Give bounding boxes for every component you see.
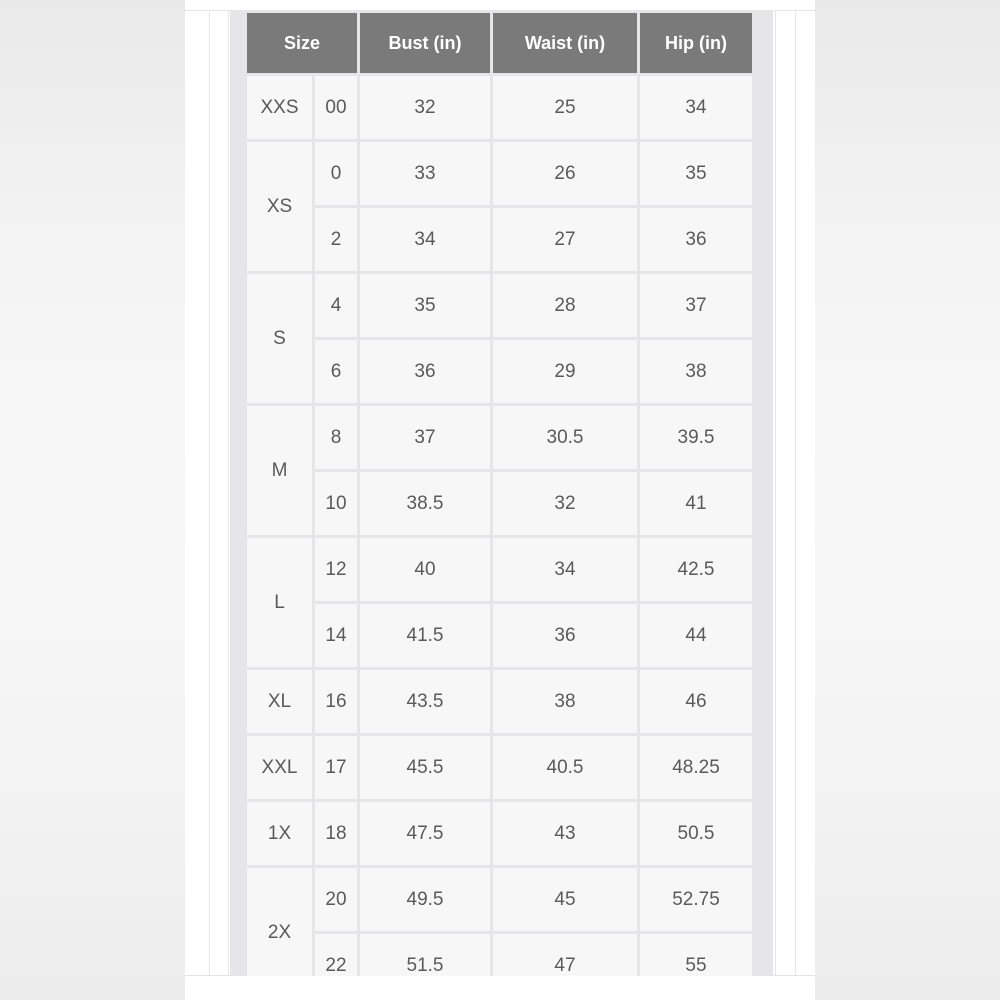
table-row	[247, 538, 752, 601]
size-label-cell: XXS	[247, 76, 312, 139]
numeric-size-cell: 00	[315, 76, 357, 139]
left-rule	[209, 10, 210, 975]
header-row	[247, 13, 752, 73]
waist-cell: 40.5	[493, 736, 637, 799]
table-row	[247, 406, 752, 469]
hip-cell: 50.5	[640, 802, 752, 865]
bust-cell: 33	[360, 142, 490, 205]
hip-cell: 42.5	[640, 538, 752, 601]
size-label-cell: L	[247, 538, 312, 667]
hip-cell: 34	[640, 76, 752, 139]
size-label-cell: M	[247, 406, 312, 535]
hip-cell: 41	[640, 472, 752, 535]
waist-cell: 43	[493, 802, 637, 865]
size-label-cell: XL	[247, 670, 312, 733]
table-row	[247, 76, 752, 139]
waist-cell: 38	[493, 670, 637, 733]
waist-cell: 34	[493, 538, 637, 601]
hip-cell: 38	[640, 340, 752, 403]
bust-cell: 32	[360, 76, 490, 139]
bust-cell: 45.5	[360, 736, 490, 799]
table-row	[247, 472, 752, 535]
hip-cell: 36	[640, 208, 752, 271]
hip-cell: 35	[640, 142, 752, 205]
size-label-cell: 2X	[247, 868, 312, 976]
numeric-size-cell: 10	[315, 472, 357, 535]
hip-cell: 55	[640, 934, 752, 976]
waist-cell: 25	[493, 76, 637, 139]
left-rule-inner	[228, 10, 229, 975]
table-row	[247, 274, 752, 337]
table-row	[247, 934, 752, 976]
numeric-size-cell: 22	[315, 934, 357, 976]
size-chart-table	[244, 10, 755, 976]
waist-cell: 26	[493, 142, 637, 205]
right-rule-inner	[775, 10, 776, 975]
table-row	[247, 604, 752, 667]
table-row	[247, 142, 752, 205]
waist-cell: 45	[493, 868, 637, 931]
bust-cell: 43.5	[360, 670, 490, 733]
hip-cell: 37	[640, 274, 752, 337]
numeric-size-cell: 14	[315, 604, 357, 667]
bust-cell: 34	[360, 208, 490, 271]
left-background	[0, 0, 185, 1000]
numeric-size-cell: 8	[315, 406, 357, 469]
numeric-size-cell: 17	[315, 736, 357, 799]
numeric-size-cell: 20	[315, 868, 357, 931]
bust-cell: 38.5	[360, 472, 490, 535]
size-label-cell: 1X	[247, 802, 312, 865]
waist-column-header: Waist (in)	[493, 13, 637, 73]
numeric-size-cell: 0	[315, 142, 357, 205]
numeric-size-cell: 18	[315, 802, 357, 865]
size-chart-panel	[230, 10, 773, 976]
hip-cell: 39.5	[640, 406, 752, 469]
table-row	[247, 670, 752, 733]
bust-column-header: Bust (in)	[360, 13, 490, 73]
bust-cell: 49.5	[360, 868, 490, 931]
table-row	[247, 736, 752, 799]
numeric-size-cell: 12	[315, 538, 357, 601]
right-rule	[795, 10, 796, 975]
bust-cell: 51.5	[360, 934, 490, 976]
right-background	[815, 0, 1000, 1000]
hip-column-header: Hip (in)	[640, 13, 752, 73]
bust-cell: 37	[360, 406, 490, 469]
numeric-size-cell: 16	[315, 670, 357, 733]
hip-cell: 52.75	[640, 868, 752, 931]
numeric-size-cell: 4	[315, 274, 357, 337]
waist-cell: 29	[493, 340, 637, 403]
size-label-cell: XXL	[247, 736, 312, 799]
bust-cell: 35	[360, 274, 490, 337]
numeric-size-cell: 6	[315, 340, 357, 403]
size-column-header: Size	[247, 13, 357, 73]
waist-cell: 28	[493, 274, 637, 337]
size-label-cell: XS	[247, 142, 312, 271]
waist-cell: 47	[493, 934, 637, 976]
table-row	[247, 340, 752, 403]
hip-cell: 44	[640, 604, 752, 667]
waist-cell: 36	[493, 604, 637, 667]
size-label-cell: S	[247, 274, 312, 403]
bust-cell: 41.5	[360, 604, 490, 667]
waist-cell: 32	[493, 472, 637, 535]
bust-cell: 47.5	[360, 802, 490, 865]
hip-cell: 46	[640, 670, 752, 733]
hip-cell: 48.25	[640, 736, 752, 799]
table-row	[247, 208, 752, 271]
bust-cell: 40	[360, 538, 490, 601]
waist-cell: 30.5	[493, 406, 637, 469]
table-row	[247, 868, 752, 931]
bust-cell: 36	[360, 340, 490, 403]
table-row	[247, 802, 752, 865]
waist-cell: 27	[493, 208, 637, 271]
numeric-size-cell: 2	[315, 208, 357, 271]
